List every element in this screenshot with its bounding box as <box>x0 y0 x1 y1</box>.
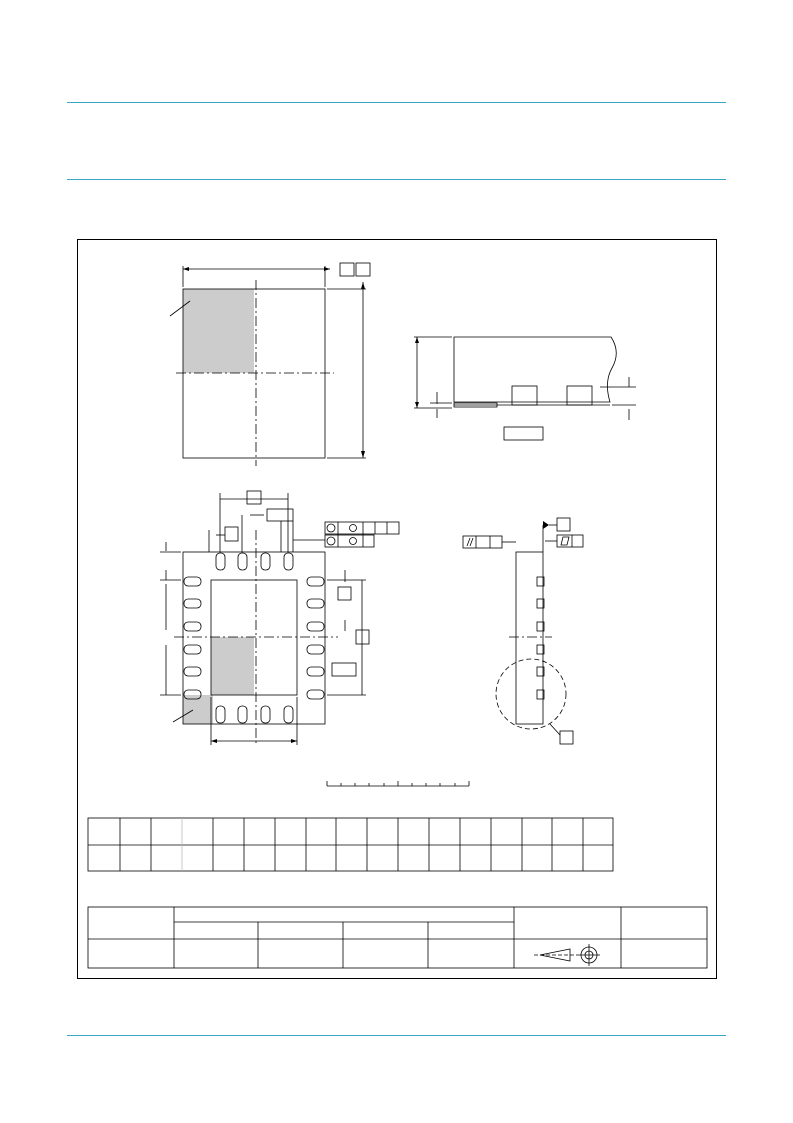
tolerance-box <box>504 427 543 440</box>
terminal <box>216 553 225 570</box>
position-symbol-icon <box>327 524 335 532</box>
terminal <box>238 706 247 723</box>
terminal <box>261 553 270 570</box>
flatness-symbol-icon <box>561 537 569 545</box>
dim-box <box>225 527 238 541</box>
dim-box <box>247 491 261 504</box>
terminal <box>184 667 201 676</box>
terminal <box>216 706 225 723</box>
terminal <box>307 645 324 654</box>
arrowhead <box>183 267 189 271</box>
arrowhead <box>361 451 365 458</box>
dimensions-table <box>88 818 613 871</box>
parallel-symbol-icon <box>467 538 470 546</box>
scale-bar <box>327 781 469 786</box>
dim-box <box>338 587 351 600</box>
detail-label-box <box>560 731 573 744</box>
dim-box <box>332 663 356 676</box>
detail-leader <box>550 724 560 735</box>
terminal <box>184 622 201 631</box>
dimensions-table-border <box>88 818 613 871</box>
arrowhead <box>324 267 330 271</box>
terminal <box>184 577 201 586</box>
terminal <box>307 577 324 586</box>
terminal <box>307 599 324 608</box>
circle-symbol-icon <box>350 525 357 532</box>
top-view <box>170 263 370 466</box>
terminal <box>307 690 324 699</box>
edge-view-body <box>516 552 543 724</box>
terminal <box>261 706 270 723</box>
circle-symbol-icon <box>350 538 357 545</box>
terminal <box>184 645 201 654</box>
outline-table-border <box>88 907 707 968</box>
detail-circle <box>496 659 566 729</box>
pin1-shade <box>183 289 254 373</box>
bottom-view <box>160 491 399 746</box>
outline-version-table <box>88 907 707 968</box>
dim-box <box>356 630 369 644</box>
terminal <box>184 599 201 608</box>
datum-box <box>557 518 570 531</box>
arrowhead <box>415 402 419 408</box>
terminal <box>284 553 293 570</box>
arrowhead <box>291 739 297 743</box>
arrowhead <box>415 337 419 343</box>
exposed-pad-shade <box>211 637 254 695</box>
parallel-symbol-icon <box>470 538 473 546</box>
side-view <box>414 337 636 440</box>
edge-view <box>463 518 583 744</box>
datum-box <box>356 263 370 276</box>
terminal <box>307 622 324 631</box>
terminal <box>284 706 293 723</box>
terminal <box>238 553 247 570</box>
dim-box <box>267 509 293 521</box>
position-tolerance-frame <box>325 522 399 534</box>
datum-box <box>340 263 354 276</box>
position-symbol-icon <box>327 537 335 545</box>
arrowhead <box>211 739 217 743</box>
terminal <box>307 667 324 676</box>
datum-triangle-icon <box>543 521 549 529</box>
arrowhead <box>361 282 365 289</box>
